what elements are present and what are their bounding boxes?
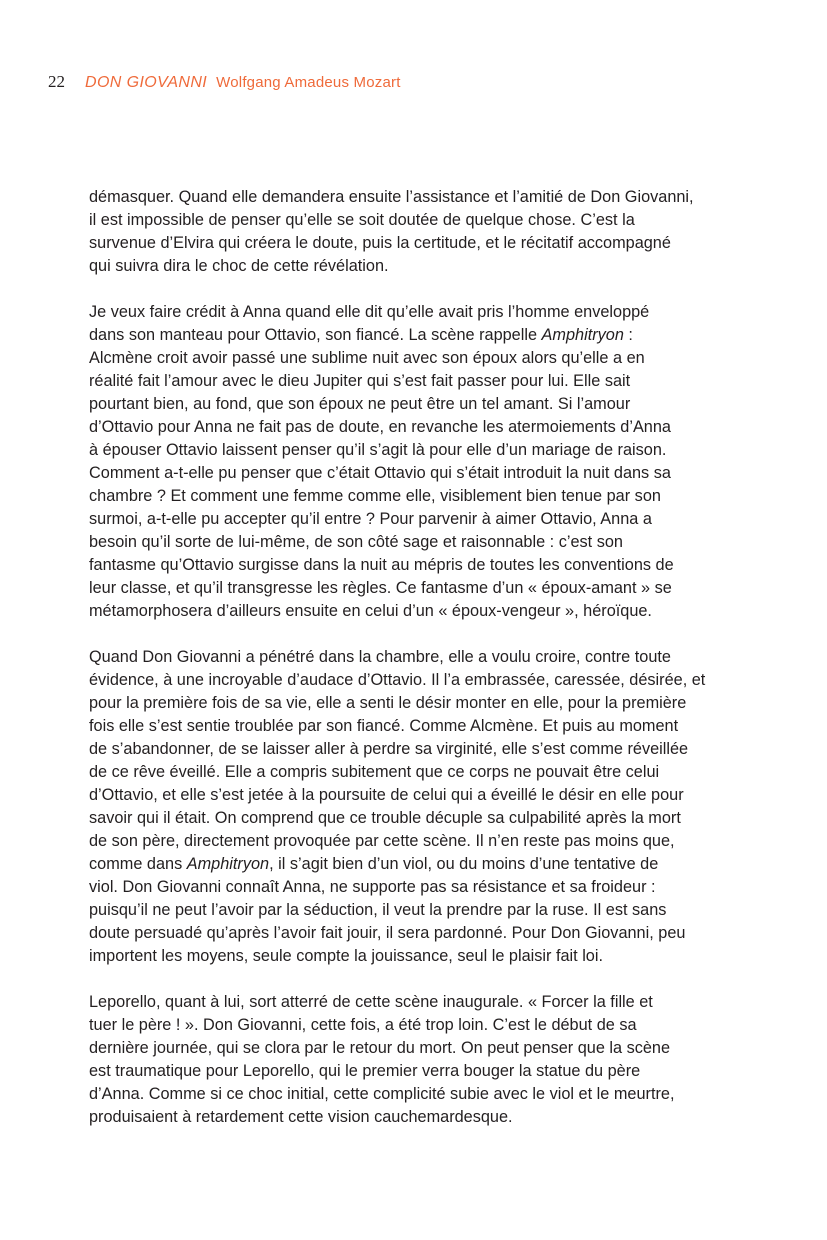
- paragraph: [89, 186, 749, 278]
- text-line: importent les moyens, seule compte la jouissance, seul le plaisir fait loi.: [89, 947, 604, 965]
- text-line: fois elle s’est sentie troublée par son fiancé. Comme Alcmène. Et puis au moment: [89, 717, 679, 735]
- text-line: d’Ottavio, et elle s’est jetée à la poursuite de celui qui a éveillé le désir en elle pour: [89, 786, 684, 804]
- text-line: démasquer. Quand elle demandera ensuite l’assistance et l’amitié de Don Giovanni,: [89, 188, 694, 206]
- text-line: de ce rêve éveillé. Elle a compris subitement que ce corps ne pouvait être celui: [89, 763, 660, 781]
- work-title: Amphitryon: [186, 855, 270, 873]
- running-header: [48, 72, 401, 94]
- book-title: DON GIOVANNI: [85, 74, 208, 91]
- text-line: Alcmène croit avoir passé une sublime nuit avec son époux alors qu’elle a en: [89, 349, 645, 367]
- text-line: doute persuadé qu’après l’avoir fait jouir, il sera pardonné. Pour Don Giovanni, peu: [89, 924, 686, 942]
- text-line: produisaient à retardement cette vision cauchemardesque.: [89, 1108, 513, 1126]
- text-line: dans son manteau pour Ottavio, son fiancé. La scène rappelle Amphitryon :: [89, 326, 633, 344]
- text-line: comme dans Amphitryon, il s’agit bien d’un viol, ou du moins d’une tentative de: [89, 855, 659, 873]
- text-line: Quand Don Giovanni a pénétré dans la chambre, elle a voulu croire, contre toute: [89, 648, 671, 666]
- text-line: pourtant bien, au fond, que son époux ne peut être un tel amant. Si l’amour: [89, 395, 631, 413]
- text-line: tuer le père ! ». Don Giovanni, cette fois, a été trop loin. C’est le début de sa: [89, 1016, 637, 1034]
- paragraph: [89, 301, 749, 623]
- text-line: métamorphosera d’ailleurs ensuite en celui d’un « époux-vengeur », héroïque.: [89, 602, 652, 620]
- page-number: 22: [48, 72, 65, 91]
- text-line: pour la première fois de sa vie, elle a senti le désir monter en elle, pour la première: [89, 694, 687, 712]
- work-title: Amphitryon: [541, 326, 624, 344]
- text-line: Comment a-t-elle pu penser que c’était Ottavio qui s’était introduit la nuit dans sa: [89, 464, 671, 482]
- text-line: fantasme qu’Ottavio surgisse dans la nuit au mépris de toutes les conventions de: [89, 556, 674, 574]
- body-text: [89, 186, 749, 1152]
- text-line: Leporello, quant à lui, sort atterré de cette scène inaugurale. « Forcer la fille et: [89, 993, 653, 1011]
- text-line: puisqu’il ne peut l’avoir par la séduction, il veut la prendre par la ruse. Il est sans: [89, 901, 667, 919]
- paragraph: [89, 991, 749, 1129]
- text-line: viol. Don Giovanni connaît Anna, ne supporte pas sa résistance et sa froideur :: [89, 878, 656, 896]
- text-line: qui suivra dira le choc de cette révélation.: [89, 257, 389, 275]
- text-line: à épouser Ottavio laissent penser qu’il s’agit là pour elle d’un mariage de raison.: [89, 441, 667, 459]
- text-line: Je veux faire crédit à Anna quand elle dit qu’elle avait pris l’homme enveloppé: [89, 303, 650, 321]
- text-line: évidence, à une incroyable d’audace d’Ottavio. Il l’a embrassée, caressée, désirée, et: [89, 671, 706, 689]
- text-line: d’Anna. Comme si ce choc initial, cette complicité subie avec le viol et le meurtre,: [89, 1085, 675, 1103]
- text-line: il est impossible de penser qu’elle se soit doutée de quelque chose. C’est la: [89, 211, 635, 229]
- text-line: besoin qu’il sorte de lui-même, de son côté sage et raisonnable : c’est son: [89, 533, 623, 551]
- text-line: dernière journée, qui se clora par le retour du mort. On peut penser que la scène: [89, 1039, 671, 1057]
- text-line: de s’abandonner, de se laisser aller à perdre sa virginité, elle s’est comme réveillée: [89, 740, 689, 758]
- text-line: est traumatique pour Leporello, qui le premier verra bouger la statue du père: [89, 1062, 641, 1080]
- text-line: chambre ? Et comment une femme comme elle, visiblement bien tenue par son: [89, 487, 661, 505]
- text-line: surmoi, a-t-elle pu accepter qu’il entre ? Pour parvenir à aimer Ottavio, Anna a: [89, 510, 652, 528]
- text-line: de son père, directement provoquée par cette scène. Il n’en reste pas moins que,: [89, 832, 675, 850]
- text-line: savoir qui il était. On comprend que ce trouble décuple sa culpabilité après la mort: [89, 809, 681, 827]
- text-line: leur classe, et qu’il transgresse les règles. Ce fantasme d’un « époux-amant » se: [89, 579, 672, 597]
- text-line: réalité fait l’amour avec le dieu Jupiter qui s’est fait passer pour lui. Elle sait: [89, 372, 631, 390]
- paragraph: [89, 646, 749, 968]
- text-line: survenue d’Elvira qui créera le doute, puis la certitude, et le récitatif accompagné: [89, 234, 671, 252]
- author-name: Wolfgang Amadeus Mozart: [216, 74, 401, 91]
- text-line: d’Ottavio pour Anna ne fait pas de doute, en revanche les atermoiements d’Anna: [89, 418, 671, 436]
